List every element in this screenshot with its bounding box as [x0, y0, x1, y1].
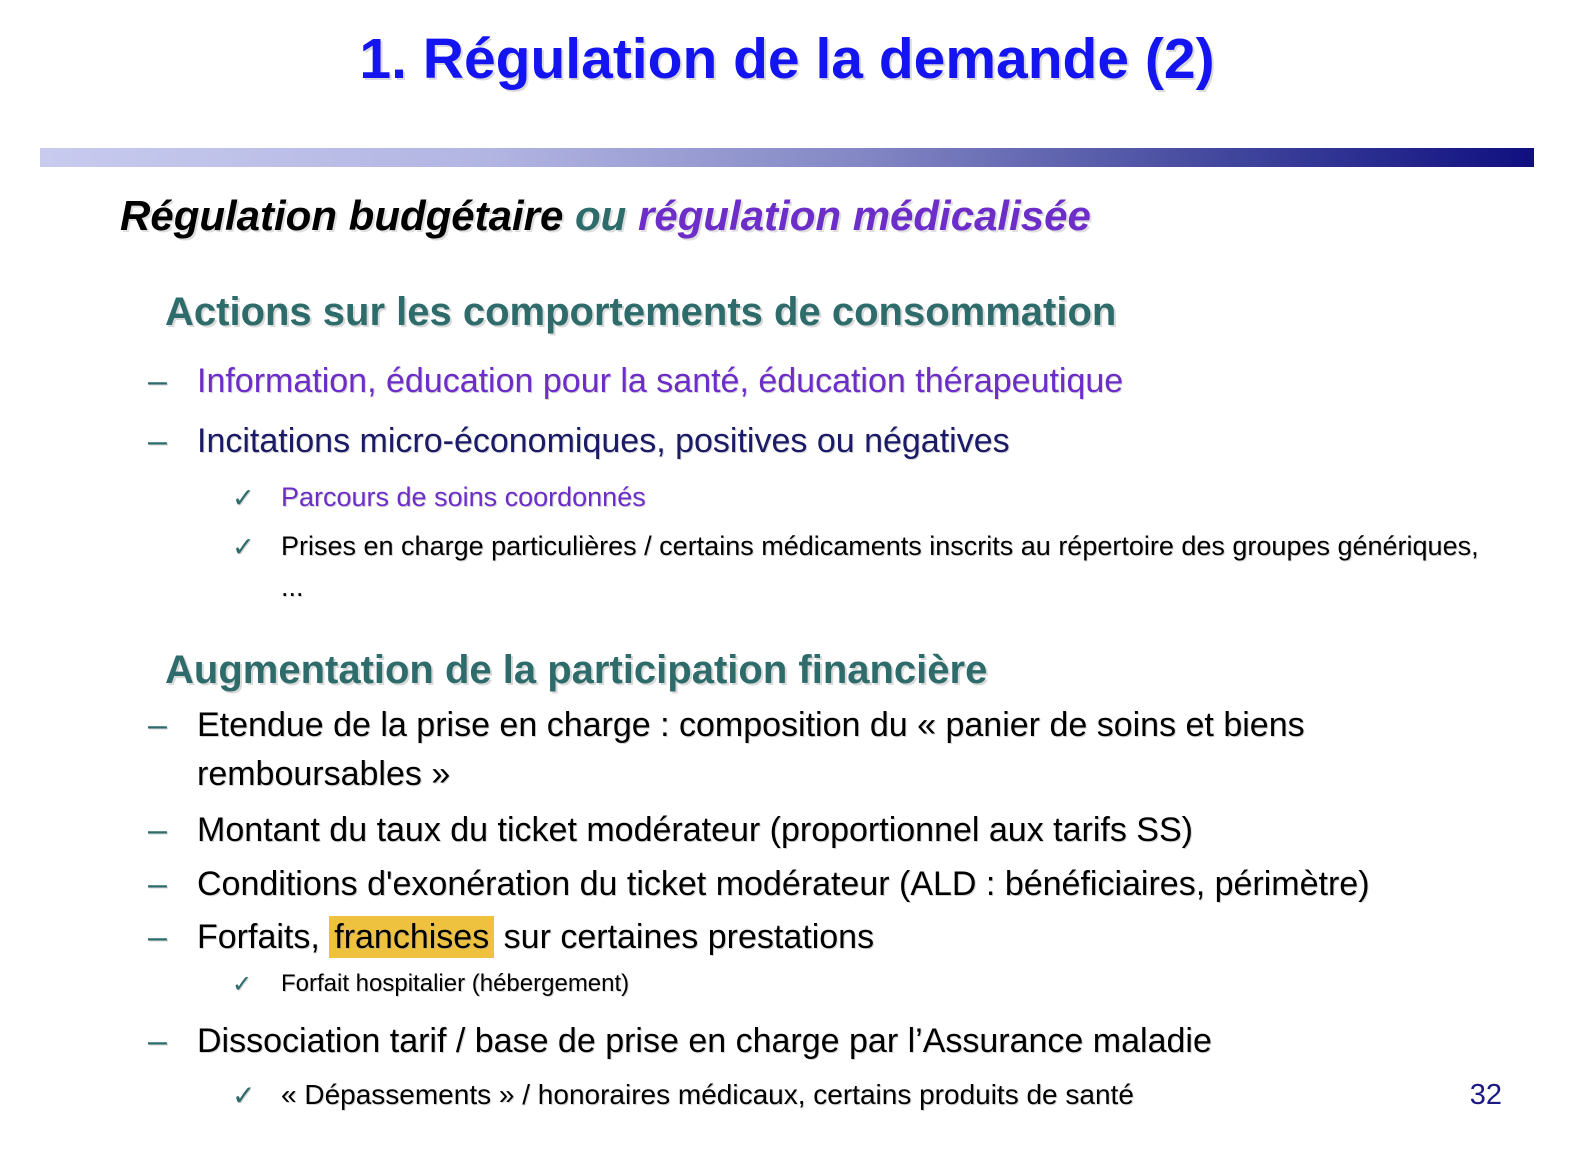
sub-item-etendue	[148, 701, 1462, 800]
sub-item-forfaits	[148, 913, 874, 962]
check-item-parcours	[232, 477, 646, 519]
sub-item-dissociation	[148, 1017, 1212, 1066]
sub-item-label: Conditions d'exonération du ticket modérateur (ALD : bénéficiaires, périmètre)	[197, 865, 1370, 903]
check-item-label: « Dépassements » / honoraires médicaux, certains produits de santé	[281, 1079, 1134, 1110]
check-icon: ✓	[232, 971, 253, 998]
dash-icon: –	[148, 918, 167, 956]
dash-icon: –	[148, 422, 167, 460]
dash-icon: –	[148, 865, 167, 903]
dash-icon: –	[148, 1022, 167, 1060]
check-item-forfait-hospitalier	[232, 968, 629, 1000]
check-icon: ✓	[232, 532, 255, 562]
page-number: 32	[1469, 1079, 1502, 1111]
gradient-divider-bar	[40, 148, 1534, 167]
sub-item-information	[148, 357, 1123, 406]
sub-item-label	[197, 913, 874, 962]
sub-item-label: Montant du taux du ticket modérateur (proportionnel aux tarifs SS)	[197, 811, 1193, 849]
dash-icon: –	[148, 362, 167, 400]
check-item-prises	[232, 526, 1499, 607]
highlighted-word: franchises	[329, 916, 494, 958]
sub-item-label: Information, éducation pour la santé, éducation thérapeutique	[197, 362, 1124, 400]
check-icon: ✓	[232, 1080, 256, 1111]
bullet-item-augmentation	[118, 646, 987, 694]
sub-item-montant	[148, 806, 1193, 855]
check-item-depassements	[232, 1077, 1134, 1114]
bullet-item-label: Augmentation de la participation financière	[165, 648, 988, 692]
sub-item-label: Etendue de la prise en charge : composition du « panier de soins et biens remboursables »	[197, 706, 1305, 794]
check-icon: ✓	[232, 483, 255, 513]
slide-subtitle	[120, 192, 1091, 240]
sub-item-conditions	[148, 860, 1370, 909]
subtitle-part-medicalisee: régulation médicalisée	[638, 192, 1091, 239]
sub-item-label: Incitations micro-économiques, positives ou négatives	[197, 422, 1010, 460]
subtitle-part-budgetaire: Régulation budgétaire	[120, 192, 576, 239]
sub-item-incitations	[148, 417, 1010, 466]
check-item-label: Forfait hospitalier (hébergement)	[281, 970, 630, 997]
sub-item-label: Dissociation tarif / base de prise en charge par l’Assurance maladie	[197, 1022, 1212, 1060]
bullet-item-actions	[118, 288, 1116, 336]
dash-icon: –	[148, 811, 167, 849]
check-item-label: Parcours de soins coordonnés	[281, 482, 646, 512]
forfaits-text-before: Forfaits,	[197, 918, 330, 956]
slide-title: 1. Régulation de la demande (2)	[359, 27, 1215, 91]
bullet-item-label: Actions sur les comportements de consommation	[165, 290, 1117, 334]
check-item-label: Prises en charge particulières / certains médicaments inscrits au répertoire des groupes génériques, ...	[281, 531, 1479, 602]
forfaits-text-after: sur certaines prestations	[494, 918, 875, 956]
dash-icon: –	[148, 706, 167, 744]
subtitle-part-ou: ou	[575, 192, 639, 239]
